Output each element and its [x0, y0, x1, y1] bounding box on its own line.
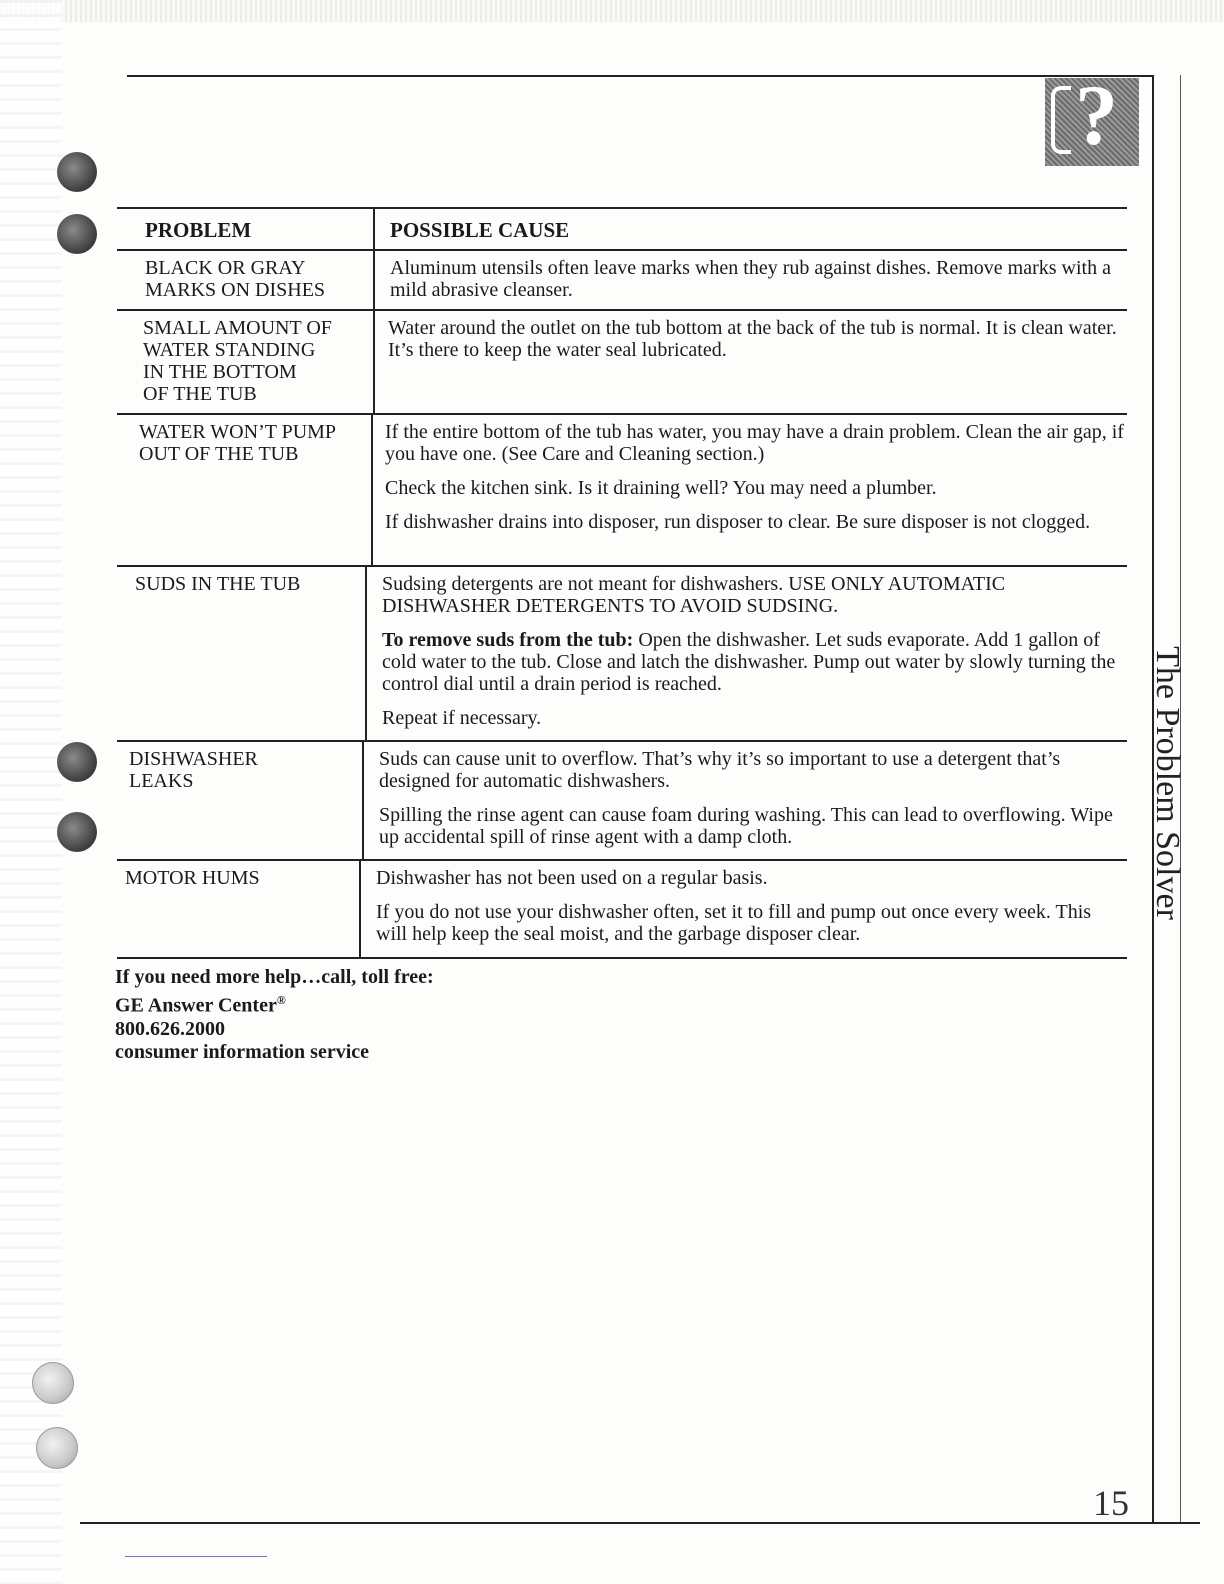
column-divider — [362, 742, 364, 859]
problem-line: BLACK OR GRAY — [145, 257, 306, 279]
problem-line: OF THE TUB — [143, 383, 257, 405]
problem-line: IN THE BOTTOM — [143, 361, 297, 383]
column-divider — [373, 251, 375, 309]
problem-cell — [129, 748, 258, 792]
cause-column-header: POSSIBLE CAUSE — [390, 218, 570, 242]
problem-line: MOTOR HUMS — [125, 867, 260, 889]
table-row — [117, 742, 1127, 861]
punch-hole — [57, 742, 97, 782]
cause-text: Aluminum utensils often leave marks when they rub against dishes. Remove marks with a mild abrasive cleanser. — [390, 257, 1111, 301]
cause-text: Sudsing detergents are not meant for dishwashers. USE ONLY AUTOMATIC DISHWASHER DETERGENTS TO AVOID SUDSING. — [382, 573, 1006, 617]
cause-text: Suds can cause unit to overflow. That’s why it’s so important to use a detergent that’s designed for automatic dishwashers. — [379, 748, 1061, 792]
column-divider — [365, 567, 367, 740]
page-number: 15 — [1093, 1483, 1129, 1523]
cause-cell — [385, 421, 1127, 533]
section-side-title: The Problem Solver — [1149, 646, 1186, 920]
help-prompt: If you need more help…call, toll free: — [115, 966, 434, 988]
problem-column-header: PROBLEM — [145, 218, 252, 242]
bottom-rule — [80, 1522, 1200, 1524]
problem-cell — [125, 867, 260, 889]
cause-cell — [390, 257, 1127, 301]
problem-line: DISHWASHER — [129, 748, 258, 770]
cause-text: Repeat if necessary. — [382, 707, 542, 729]
column-divider — [359, 861, 361, 957]
scan-artifact-top — [0, 0, 1224, 22]
cause-text: Dishwasher has not been used on a regular basis. — [376, 867, 768, 889]
cause-body: Open the dishwasher. Let suds evaporate. Add 1 gallon of cold water to the tub. Close and latch the dishwasher. Pump out water by slowly turning the control dial until a drain period is reached. — [382, 629, 1116, 695]
scan-artifact-footer-line — [125, 1556, 267, 1557]
column-divider — [373, 311, 375, 413]
problem-cell — [143, 317, 332, 405]
cause-cell — [379, 748, 1127, 848]
cause-cell — [376, 867, 1127, 945]
problem-line: WATER WON’T PUMP — [139, 421, 337, 443]
column-divider — [373, 209, 375, 249]
problem-cell — [135, 573, 300, 595]
cause-text — [382, 629, 1127, 695]
cause-text: Spilling the rinse agent can cause foam during washing. This can lead to overflowing. Wipe up accidental spill of rinse agent with a damp cloth. — [379, 804, 1113, 848]
punch-hole — [57, 152, 97, 192]
column-divider — [371, 415, 373, 565]
problem-line: MARKS ON DISHES — [145, 279, 326, 301]
problem-solver-question-icon — [1045, 67, 1139, 166]
problem-line: OUT OF THE TUB — [139, 443, 299, 465]
punch-hole — [32, 1362, 74, 1404]
cause-lead: To remove suds from the tub: — [382, 629, 634, 651]
table-row — [117, 415, 1127, 567]
scan-artifact-left — [0, 0, 62, 1584]
phone-number: 800.626.2000 — [115, 1017, 225, 1040]
question-mark-glyph: ? — [1075, 67, 1118, 163]
table-header — [117, 207, 1127, 251]
service-description: consumer information service — [115, 1040, 370, 1063]
problem-line: LEAKS — [129, 770, 194, 792]
problem-cell — [139, 421, 336, 465]
punch-hole — [57, 812, 97, 852]
problem-line: SMALL AMOUNT OF — [143, 317, 332, 339]
cause-text: Water around the outlet on the tub bottom at the back of the tub is normal. It is clean water. It’s there to keep the water seal lubricated. — [388, 317, 1117, 361]
table-row — [117, 251, 1127, 311]
bracket-glyph — [1051, 86, 1071, 154]
help-contact-block — [115, 966, 434, 1064]
answer-center-line — [115, 989, 434, 1018]
cause-cell — [382, 573, 1127, 729]
cause-cell — [388, 317, 1127, 361]
problem-cause-table — [117, 207, 1127, 959]
cause-text: If you do not use your dishwasher often, set it to fill and pump out once every week. This will help keep the seal moist, and the garbage disposer clear. — [376, 901, 1092, 945]
table-row — [117, 861, 1127, 959]
registered-mark: ® — [276, 993, 286, 1007]
punch-hole — [57, 214, 97, 254]
cause-text: If the entire bottom of the tub has water, you may have a drain problem. Clean the air gap, if you have one. (See Care and Cleaning section.) — [385, 421, 1124, 465]
answer-center-name: GE Answer Center — [115, 994, 277, 1017]
punch-hole — [36, 1427, 78, 1469]
problem-cell — [145, 257, 325, 301]
cause-text: If dishwasher drains into disposer, run disposer to clear. Be sure disposer is not clogged. — [385, 511, 1091, 533]
cause-text: Check the kitchen sink. Is it draining well? You may need a plumber. — [385, 477, 937, 499]
table-row — [117, 311, 1127, 415]
table-row — [117, 567, 1127, 742]
problem-line: WATER STANDING — [143, 339, 316, 361]
problem-line: SUDS IN THE TUB — [135, 573, 301, 595]
top-rule — [127, 75, 1153, 77]
